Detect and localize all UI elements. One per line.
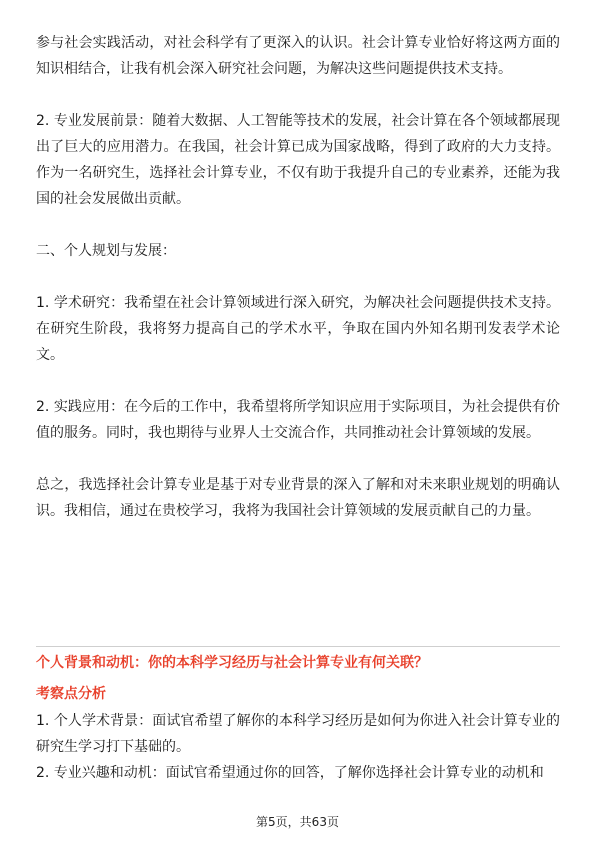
paragraph-conclusion: 总之，我选择社会计算专业是基于对专业背景的深入了解和对未来职业规划的明确认识。我相信，通过在贵校学习，我将为我国社会计算领域的发展贡献自己的力量。 [36,477,560,519]
analysis-point: 1. 个人学术背景：面试官希望了解你的本科学习经历是如何为你进入社会计算专业的研究生学习打下基础的。 [36,713,560,755]
paragraph-intro-continuation: 参与社会实践活动，对社会科学有了更深入的认识。社会计算专业恰好将这两方面的知识相结合，让我有机会深入研究社会问题，为解决这些问题提供技术支持。 [36,35,560,77]
analysis-label: 考察点分析 [36,686,106,702]
question-title: 个人背景和动机：你的本科学习经历与社会计算专业有何关联？ [36,655,428,671]
paragraph-academic-research: 1. 学术研究：我希望在社会计算领域进行深入研究，为解决社会问题提供技术支持。在研究生阶段，我将努力提高自己的学术水平，争取在国内外知名期刊发表学术论文。 [36,295,560,363]
document-body [36,30,560,524]
paragraph-practical-application: 2. 实践应用：在今后的工作中，我希望将所学知识应用于实际项目，为社会提供有价值的服务。同时，我也期待与业界人士交流合作，共同推动社会计算领域的发展。 [36,399,560,441]
analysis-point: 2. 专业兴趣和动机：面试官希望通过你的回答，了解你选择社会计算专业的动机和 [36,765,544,781]
paragraph-development-prospects: 2. 专业发展前景：随着大数据、人工智能等技术的发展，社会计算在各个领域都展现出了巨大的应用潜力。在我国，社会计算已成为国家战略，得到了政府的大力支持。作为一名研究生，选择社会计算专业，不仅有助于我提升自己的专业素养，还能为我国的社会发展做出贡献。 [36,113,560,207]
section-heading-planning: 二、个人规划与发展： [36,243,176,259]
analysis-points [36,708,560,786]
section-divider [36,646,560,647]
page-number: 第5页，共63页 [256,815,339,829]
